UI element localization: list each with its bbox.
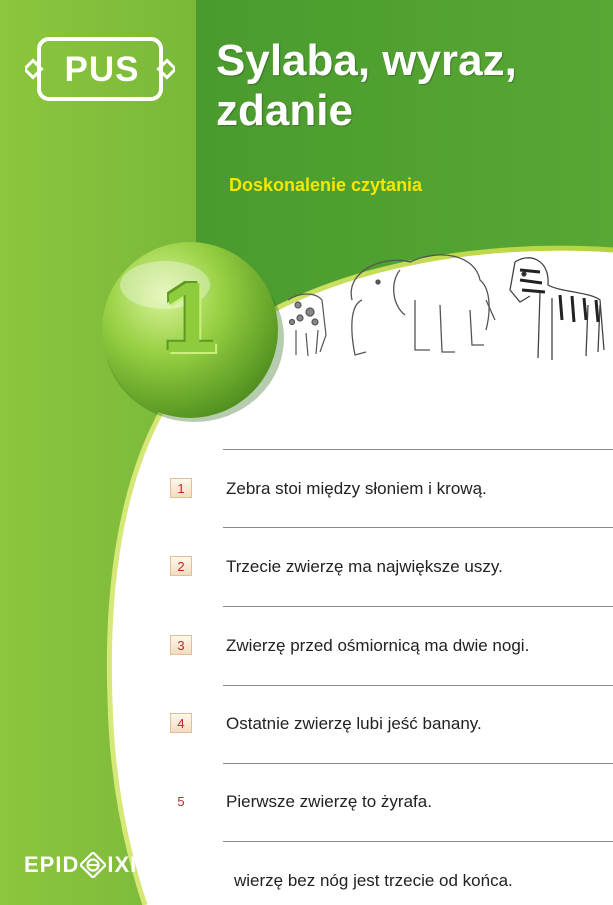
volume-number: 1 — [162, 262, 218, 374]
ruled-line — [223, 449, 613, 450]
book-title-line2: zdanie — [216, 86, 353, 135]
ruled-line — [223, 763, 613, 764]
sentence-number: 5 — [177, 794, 185, 809]
book-title-line1: Sylaba, wyraz, — [216, 36, 517, 85]
sentence-text: Zebra stoi między słoniem i krową. — [226, 479, 487, 498]
ruled-line — [223, 527, 613, 528]
publisher-logo — [24, 850, 161, 880]
sentence-number: 3 — [170, 635, 192, 655]
publisher-logo-mark-icon — [80, 852, 106, 878]
sentence-number: 1 — [170, 478, 192, 498]
sentence-text: Ostatnie zwierzę lubi jeść banany. — [226, 714, 482, 733]
ruled-line — [223, 606, 613, 607]
book-subtitle: Doskonalenie czytania — [229, 175, 423, 195]
sentence-text: Trzecie zwierzę ma największe uszy. — [226, 557, 503, 576]
sentence-number: 2 — [170, 556, 192, 576]
publisher-name-part1: EPID — [24, 852, 80, 877]
ruled-line — [223, 685, 613, 686]
sentence-text: wierzę bez nóg jest trzecie od końca. — [234, 871, 513, 890]
sentence-text: Zwierzę przed ośmiornicą ma dwie nogi. — [226, 636, 530, 655]
sentence-text: Pierwsze zwierzę to żyrafa. — [226, 792, 432, 811]
publisher-name-part2: IXIS — [107, 852, 153, 877]
registered-mark: ® — [153, 860, 161, 869]
sentence-number: 4 — [170, 713, 192, 733]
ruled-line — [223, 841, 613, 842]
pus-logo-text: PUS — [64, 50, 140, 89]
